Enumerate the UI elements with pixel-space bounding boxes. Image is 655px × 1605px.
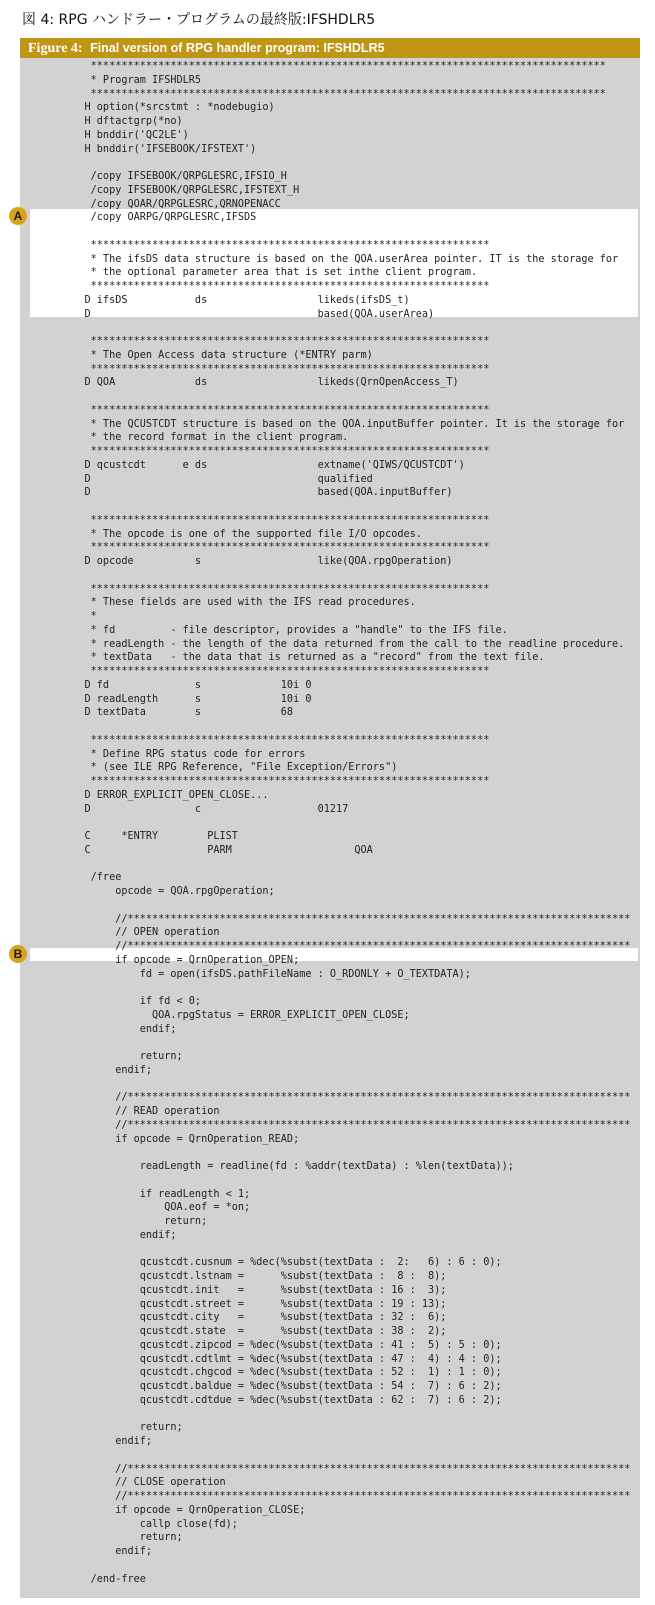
code-line: * the record format in the client program.	[60, 432, 349, 444]
code-line: *****************************************************************	[60, 404, 490, 416]
code-line: H option(*srcstmt : *nodebugio)	[60, 102, 275, 114]
code-line: qcustcdt.baldue = %dec(%subst(textData : 54 : 7) : 6 : 2);	[60, 1381, 502, 1392]
code-line: /free	[60, 872, 122, 884]
marker-a-badge: A	[9, 207, 27, 225]
code-line	[60, 858, 630, 872]
code-line: * Program IFSHDLR5	[60, 74, 202, 86]
code-line: if opcode = QrnOperation_CLOSE;	[60, 1504, 306, 1516]
code-line	[60, 1036, 630, 1050]
code-line: //**********************************************************************************	[60, 1092, 631, 1104]
code-line: *****************************************************************	[60, 446, 490, 457]
code-line	[60, 500, 630, 514]
code-line: D fd s 10i 0	[60, 679, 312, 691]
code-line: H bnddir('IFSEBOOK/IFSTEXT')	[60, 143, 257, 155]
code-line: D qcustcdt e ds extname('QIWS/QCUSTCDT')	[60, 459, 465, 471]
code-line: if readLength < 1;	[60, 1188, 251, 1200]
code-line	[60, 720, 630, 734]
code-line: *****************************************************************	[60, 734, 490, 746]
code-line: // CLOSE operation	[60, 1477, 226, 1489]
code-line: *****************************************************************	[60, 583, 490, 595]
code-line: //**********************************************************************************	[60, 913, 631, 925]
code-line: qcustcdt.city = %subst(textData : 32 : 6);	[60, 1312, 447, 1324]
code-line: return;	[60, 1051, 183, 1062]
code-line: * the optional parameter area that is set inthe client program.	[60, 267, 478, 279]
code-line: callp close(fd);	[60, 1518, 238, 1530]
code-line	[60, 1559, 630, 1573]
page-title: 図 4: RPG ハンドラー・プログラムの最終版:IFSHDLR5	[22, 12, 376, 28]
code-line	[60, 1408, 630, 1422]
code-line: if opcode = QrnOperation_OPEN;	[60, 954, 300, 966]
code-line: qcustcdt.cdtdue = %dec(%subst(textData : 62 : 7) : 6 : 2);	[60, 1394, 502, 1406]
code-line	[60, 321, 630, 335]
code-line	[60, 1449, 630, 1463]
code-line: //**********************************************************************************	[60, 941, 631, 952]
code-line	[60, 156, 630, 170]
code-line: return;	[60, 1216, 208, 1227]
code-line: QOA.rpgStatus = ERROR_EXPLICIT_OPEN_CLOSE;	[60, 1009, 410, 1021]
code-line: return;	[60, 1422, 183, 1434]
code-line	[60, 1174, 630, 1188]
code-line	[60, 899, 630, 913]
figure-caption-bar	[20, 38, 640, 58]
code-line: // READ operation	[60, 1106, 220, 1117]
code-line: C PARM QOA	[60, 844, 373, 856]
code-line: *****************************************************************	[60, 363, 490, 375]
code-line	[60, 390, 630, 404]
code-line: QOA.eof = *on;	[60, 1202, 251, 1214]
code-line: *****************************************************************	[60, 239, 490, 251]
code-line: fd = open(ifsDS.pathFileName : O_RDONLY + O_TEXTDATA);	[60, 968, 471, 980]
code-line: * The QCUSTCDT structure is based on the QOA.inputBuffer pointer. It is the storage for	[60, 418, 625, 430]
code-line: /end-free	[60, 1573, 146, 1585]
code-line	[60, 1243, 630, 1257]
code-line: //**********************************************************************************	[60, 1491, 631, 1502]
code-line: H dftactgrp(*no)	[60, 116, 183, 127]
code-line: D QOA ds likeds(QrnOpenAccess_T)	[60, 377, 459, 389]
code-line: * (see ILE RPG Reference, "File Exception/Errors")	[60, 762, 398, 774]
code-line: *****************************************************************	[60, 281, 490, 292]
code-line: H bnddir('QC2LE')	[60, 129, 189, 141]
code-line	[60, 1146, 630, 1160]
code-line: //**********************************************************************************	[60, 1119, 631, 1131]
code-line: D ERROR_EXPLICIT_OPEN_CLOSE...	[60, 789, 269, 801]
code-line: D ifsDS ds likeds(ifsDS_t)	[60, 294, 410, 306]
code-line: *	[60, 611, 97, 622]
code-line: qcustcdt.state = %subst(textData : 38 : 2);	[60, 1326, 447, 1337]
code-line: *****************************************************************	[60, 336, 490, 347]
code-line: D qualified	[60, 473, 373, 485]
code-line: /copy IFSEBOOK/QRPGLESRC,IFSIO_H	[60, 171, 287, 182]
code-line: if fd < 0;	[60, 996, 202, 1007]
code-line: endif;	[60, 1064, 153, 1076]
code-line: endif;	[60, 1546, 153, 1557]
code-line: /copy OARPG/QRPGLESRC,IFSDS	[60, 212, 257, 224]
code-line: C *ENTRY PLIST	[60, 831, 238, 842]
code-line: D opcode s like(QOA.rpgOperation)	[60, 556, 453, 567]
code-line: *****************************************************************	[60, 542, 490, 554]
code-line: //**********************************************************************************	[60, 1463, 631, 1475]
marker-b-badge: B	[9, 945, 27, 963]
code-line: /copy IFSEBOOK/QRPGLESRC,IFSTEXT_H	[60, 184, 300, 196]
code-line	[60, 569, 630, 583]
code-line	[60, 981, 630, 995]
code-line: endif;	[60, 1436, 153, 1447]
code-line: D based(QOA.userArea)	[60, 308, 435, 320]
code-line: readLength = readline(fd : %addr(textData) : %len(textData));	[60, 1161, 514, 1172]
code-line: * fd - file descriptor, provides a "handle" to the IFS file.	[60, 624, 508, 636]
code-line: D based(QOA.inputBuffer)	[60, 487, 453, 499]
code-line: * These fields are used with the IFS read procedures.	[60, 597, 416, 609]
code-line: qcustcdt.street = %subst(textData : 19 : 13);	[60, 1298, 447, 1310]
code-line	[60, 225, 630, 239]
code-line: if opcode = QrnOperation_READ;	[60, 1133, 300, 1145]
code-line: ************************************************************************************	[60, 88, 606, 100]
code-line: * readLength - the length of the data returned from the call to the readline procedure.	[60, 638, 625, 650]
code-line: *****************************************************************	[60, 666, 490, 677]
code-line: *****************************************************************	[60, 776, 490, 787]
code-line: *****************************************************************	[60, 514, 490, 526]
code-line: * The opcode is one of the supported file I/O opcodes.	[60, 528, 422, 540]
code-line: qcustcdt.cdtlmt = %dec(%subst(textData : 47 : 4) : 4 : 0);	[60, 1353, 502, 1365]
code-line: endif;	[60, 1023, 177, 1035]
figure-caption: Final version of RPG handler program: IFSHDLR5	[90, 41, 385, 55]
code-line: * The Open Access data structure (*ENTRY parm)	[60, 349, 373, 361]
rpg-source-code	[60, 60, 630, 1586]
code-line: qcustcdt.init = %subst(textData : 16 : 3);	[60, 1284, 447, 1296]
code-line: qcustcdt.zipcod = %dec(%subst(textData : 41 : 5) : 5 : 0);	[60, 1339, 502, 1351]
code-line: // OPEN operation	[60, 927, 220, 939]
code-line	[60, 1078, 630, 1092]
code-line: /copy QOAR/QRPGLESRC,QRNOPENACC	[60, 198, 281, 210]
figure-label: Figure 4:	[28, 41, 83, 56]
code-line: return;	[60, 1532, 183, 1544]
code-line: ************************************************************************************	[60, 61, 606, 72]
code-line: endif;	[60, 1229, 177, 1241]
code-line: opcode = QOA.rpgOperation;	[60, 886, 275, 897]
code-line: D c 01217	[60, 803, 349, 815]
code-line: * The ifsDS data structure is based on the QOA.userArea pointer. IT is the storage for	[60, 253, 619, 265]
code-line: D textData s 68	[60, 707, 294, 719]
code-line	[60, 816, 630, 830]
code-line: * textData - the data that is returned as a "record" from the text file.	[60, 652, 545, 664]
code-line: qcustcdt.lstnam = %subst(textData : 8 : 8);	[60, 1271, 447, 1282]
code-line: qcustcdt.chgcod = %dec(%subst(textData : 52 : 1) : 1 : 0);	[60, 1367, 502, 1379]
code-line: * Define RPG status code for errors	[60, 748, 306, 760]
code-line: D readLength s 10i 0	[60, 693, 312, 705]
code-line: qcustcdt.cusnum = %dec(%subst(textData : 2: 6) : 6 : 0);	[60, 1257, 502, 1269]
